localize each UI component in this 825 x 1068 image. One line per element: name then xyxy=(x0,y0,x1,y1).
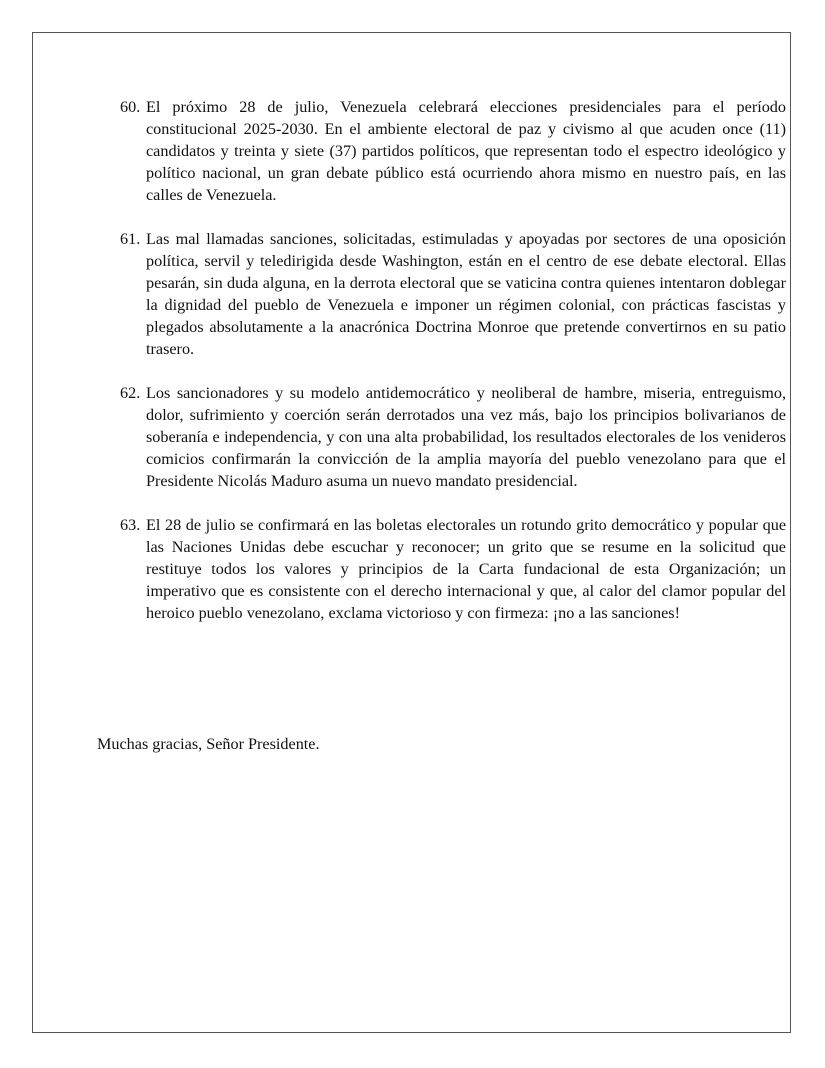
paragraph-63 xyxy=(120,514,786,624)
paragraph-60 xyxy=(120,96,786,206)
paragraph-text: El próximo 28 de julio, Venezuela celebrará elecciones presidenciales para el período constitucional 2025-2030. En el ambiente electoral de paz y civismo al que acuden once (11) candidatos y treinta y siete (37) partidos políticos, que representan todo el espectro ideológico y político nacional, un gran debate público está ocurriendo ahora mismo en nuestro país, en las calles de Venezuela. xyxy=(146,98,786,204)
paragraph-text: Los sancionadores y su modelo antidemocrático y neoliberal de hambre, miseria, entreguismo, dolor, sufrimiento y coerción serán derrotados una vez más, bajo los principios bolivarianos de soberanía e independencia, y con una alta probabilidad, los resultados electorales de los venideros comicios confirmarán la convicción de la amplia mayoría del pueblo venezolano para que el Presidente Nicolás Maduro asuma un nuevo mandato presidencial. xyxy=(146,384,786,490)
paragraph-number: 63. xyxy=(120,516,141,534)
paragraph-number: 61. xyxy=(120,230,141,248)
paragraph-text: Las mal llamadas sanciones, solicitadas, estimuladas y apoyadas por sectores de una oposición política, servil y teledirigida desde Washington, están en el centro de ese debate electoral. Ellas pesarán, sin duda alguna, en la derrota electoral que se vaticina contra quienes intentaron doblegar la dignidad del pueblo de Venezuela e imponer un régimen colonial, con prácticas fascistas y plegados absolutamente a la anacrónica Doctrina Monroe que pretende convertirnos en su patio trasero. xyxy=(146,230,786,358)
numbered-paragraph-list xyxy=(120,96,786,646)
paragraph-number: 60. xyxy=(120,98,141,116)
closing-remark: Muchas gracias, Señor Presidente. xyxy=(97,735,320,753)
paragraph-61 xyxy=(120,228,786,360)
paragraph-62 xyxy=(120,382,786,492)
paragraph-number: 62. xyxy=(120,384,141,402)
paragraph-text: El 28 de julio se confirmará en las boletas electorales un rotundo grito democrático y popular que las Naciones Unidas debe escuchar y reconocer; un grito que se resume en la solicitud que restituye todos los valores y principios de la Carta fundacional de esta Organización; un imperativo que es consistente con el derecho internacional y que, al calor del clamor popular del heroico pueblo venezolano, exclama victorioso y con firmeza: ¡no a las sanciones! xyxy=(146,516,786,622)
